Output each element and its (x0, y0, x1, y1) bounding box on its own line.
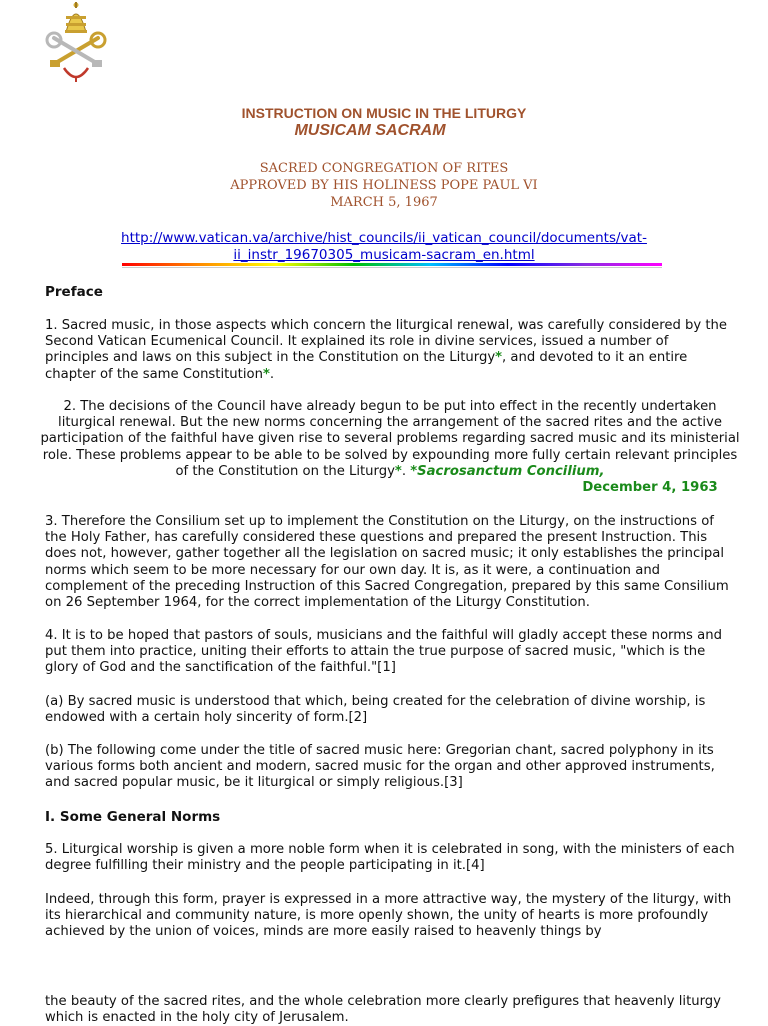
paragraph-a: (a) By sacred music is understood that which, being created for the celebration of divine worship, is endowed with a certain holy sincerity of form.[2] (45, 694, 706, 726)
footnote-note: *Sacrosanctum Concilium, (410, 463, 605, 479)
source-link[interactable] (0, 230, 768, 264)
footnote-star[interactable]: * (394, 463, 402, 479)
section-heading-general-norms: I. Some General Norms (45, 809, 221, 825)
paragraph-2-text: 2. The decisions of the Council have already begun to be put into effect in the recently undertaken liturgical renewal. But the new norms concerning the arrangement of the sacred rites and the active participation of the faithful have given rise to several problems regarding sacred music and its ministerial role. These problems appear to be able to be solved by expounding more fully certain relevant principles of the Constitution on the Liturgy (40, 399, 740, 479)
paragraph-1-text-a: 1. Sacred music, in those aspects which concern the liturgical renewal, was carefully considered by the Second Vatican Ecumenical Council. It explained its role in divine services, issued a number of principles and laws on this subject in the Constitution on the Liturgy (45, 318, 728, 366)
issuer-line: SACRED CONGREGATION OF RITES (259, 161, 509, 176)
paragraph-1-text-b: , and devoted to it an entire chapter of the same Constitution (45, 350, 688, 382)
footnote-star[interactable]: * (262, 366, 270, 382)
papal-emblem-icon (42, 2, 110, 82)
paragraph-1 (45, 318, 735, 383)
section-heading-preface: Preface (45, 284, 103, 300)
rainbow-divider (122, 263, 662, 266)
paragraph-4: 4. It is to be hoped that pastors of souls, musicians and the faithful will gladly accept these norms and put them into practice, uniting their efforts to attain the true purpose of sacred music, "which is the glory of God and the sanctification of the faithful."[1] (45, 628, 722, 676)
paragraph-6: Indeed, through this form, prayer is expressed in a more attractive way, the mystery of the liturgy, with its hierarchical and community nature, is more openly shown, the unity of hearts is more profoundly achieved by the union of voices, minds are more easily raised to heavenly things by (45, 892, 732, 940)
approval-line: APPROVED BY HIS HOLINESS POPE PAUL VI (230, 178, 538, 193)
document-subtitle: MUSICAM SACRAM (294, 122, 446, 139)
paragraph-2 (40, 399, 740, 496)
document-title: INSTRUCTION ON MUSIC IN THE LITURGY (241, 105, 527, 121)
paragraph-3: 3. Therefore the Consilium set up to implement the Constitution on the Liturgy, on the instructions of the Holy Father, has carefully considered these questions and prepared the present Instruction. This does not, however, gather together all the legislation on sacred music; it only establishes the principal norms which seem to be more necessary for our own day. It is, as it were, a continuation and complement of the preceding Instruction of this Sacred Congregation, prepared by this same Consilium on 26 September 1964, for the correct implementation of the Liturgy Constitution. (45, 514, 729, 611)
paragraph-b: (b) The following come under the title of sacred music here: Gregorian chant, sacred polyphony in its various forms both ancient and modern, sacred music for the organ and other approved instruments, and sacred popular music, be it liturgical or simply religious.[3] (45, 743, 715, 791)
date-line: MARCH 5, 1967 (330, 195, 438, 210)
divider-shadow (122, 267, 662, 268)
source-link-line2[interactable]: ii_instr_19670305_musicam-sacram_en.html (233, 247, 535, 263)
paragraph-5: 5. Liturgical worship is given a more noble form when it is celebrated in song, with the ministers of each degree fulfilling their ministry and the people participating in it.[4] (45, 842, 735, 874)
footnote-star[interactable]: * (495, 350, 503, 366)
source-link-line1[interactable]: http://www.vatican.va/archive/hist_councils/ii_vatican_council/documents/vat- (121, 230, 647, 246)
paragraph-1-text-c: . (269, 366, 275, 382)
paragraph-7: the beauty of the sacred rites, and the whole celebration more clearly prefigures that heavenly liturgy which is enacted in the holy city of Jerusalem. (45, 994, 721, 1026)
footnote-date: December 4, 1963 (582, 480, 718, 496)
paragraph-2-text-b: . (401, 463, 411, 479)
